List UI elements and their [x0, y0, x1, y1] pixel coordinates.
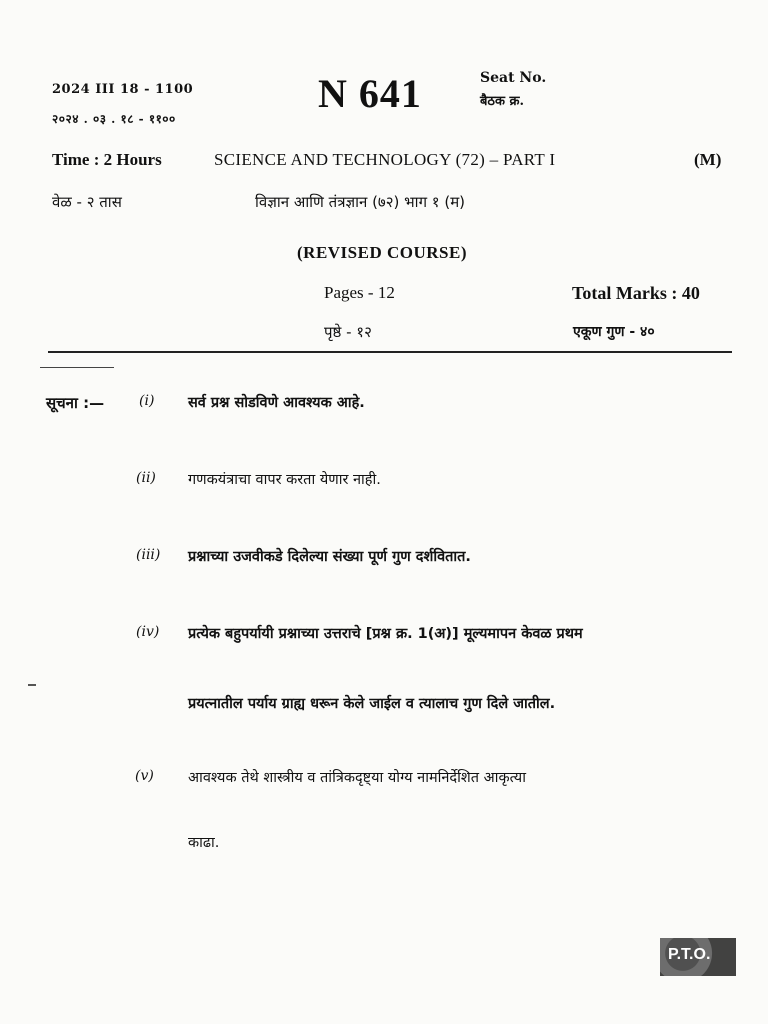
total-marks-marathi: एकूण गुण - ४० [573, 324, 655, 340]
paper-code: N 641 [318, 71, 422, 116]
duration-marathi: वेळ - २ तास [52, 193, 122, 211]
course-label [0, 243, 768, 263]
subject-title-english: SCIENCE AND TECHNOLOGY (72) – PART I [214, 150, 556, 169]
instruction-number: (i) [139, 393, 155, 409]
header-divider [48, 351, 732, 353]
instructions-label: सूचना :— [46, 394, 105, 412]
instruction-text: गणकयंत्राचा वापर करता येणार नाही. [188, 472, 381, 488]
seat-number-label: Seat No. [480, 70, 547, 86]
exam-code-english: 2024 III 18 - 1100 [52, 82, 194, 97]
instruction-text: सर्व प्रश्न सोडविणे आवश्यक आहे. [188, 395, 365, 411]
subject-title-marathi: विज्ञान आणि तंत्रज्ञान (७२) भाग १ (म) [255, 193, 466, 211]
instruction-text: प्रश्नाच्या उजवीकडे दिलेल्या संख्या पूर्ण गुण दर्शवितात. [188, 549, 471, 565]
exam-code-marathi: २०२४ . ०३ . १८ - ११०० [52, 112, 176, 126]
instruction-text-continued: प्रयत्नातील पर्याय ग्राह्य धरून केले जाईल व त्यालाच गुण दिले जातील. [188, 696, 556, 712]
scan-mark [28, 684, 36, 686]
instruction-number: (iv) [136, 624, 160, 640]
page-count-marathi: पृष्ठे - १२ [324, 323, 372, 341]
duration-english: Time : 2 Hours [52, 150, 162, 169]
instruction-text: प्रत्येक बहुपर्यायी प्रश्नाच्या उत्तराचे [प्रश्न क्र. 1(अ)] मूल्यमापन केवळ प्रथम [188, 626, 583, 642]
instruction-number: (ii) [136, 470, 156, 486]
total-marks-english: Total Marks : 40 [572, 283, 700, 303]
instruction-text-continued: काढा. [188, 835, 220, 851]
page-turn-text: P.T.O. [668, 946, 711, 963]
instruction-number: (iii) [136, 547, 161, 563]
short-divider [40, 367, 114, 368]
instruction-number: (v) [135, 768, 154, 784]
instruction-text: आवश्यक तेथे शास्त्रीय व तांत्रिकदृष्ट्या योग्य नामनिर्देशित आकृत्या [188, 770, 526, 786]
medium-label: (M) [694, 150, 722, 169]
seat-number-label-marathi: बैठक क्र. [480, 94, 524, 109]
page-count-english: Pages - 12 [324, 283, 395, 302]
course-label-text: (REVISED COURSE) [297, 243, 467, 262]
page-turn-stamp [660, 938, 736, 976]
